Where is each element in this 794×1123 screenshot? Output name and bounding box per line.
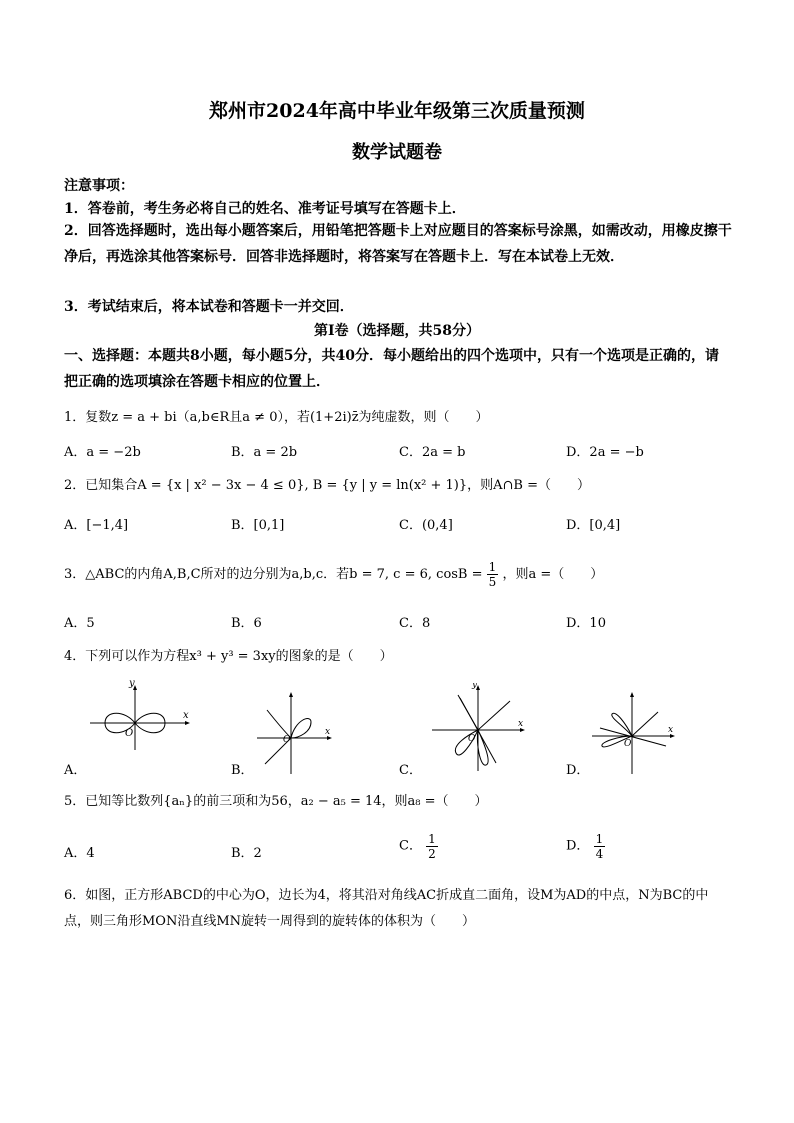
exam-subtitle: 数学试题卷: [352, 142, 442, 163]
q4-option-a: A．: [64, 763, 87, 778]
q4d-origin-label: O: [624, 739, 632, 749]
notice-item-1: 1．答卷前，考生务必将自己的姓名、准考证号填写在答题卡上．: [64, 201, 466, 217]
q4a-origin-label: O: [125, 728, 134, 739]
q3-fraction: [487, 560, 499, 589]
q5c-label: C．: [399, 838, 422, 854]
question-2-stem: 2．已知集合A = {x | x² − 3x − 4 ≤ 0}, B = {y | y = ln(x² + 1)}，则A∩B =（ ）: [64, 478, 591, 493]
q5c-frac-den: 2: [428, 847, 436, 861]
q4a-x-label: x: [183, 710, 189, 721]
question-3-stem: [64, 560, 603, 590]
q1-option-c: C．2a = b: [399, 445, 466, 460]
q1-option-b: B．a = 2b: [231, 445, 298, 460]
section-instructions: 一、选择题：本题共8小题，每小题5分，共40分．每小题给出的四个选项中，只有一个选项是正确的，请把正确的选项填涂在答题卡相应的位置上．: [64, 348, 719, 390]
q3-frac-den: 5: [488, 575, 497, 589]
q3-stem-before: 3．△ABC的内角A,B,C所对的边分别为a,b,c．若b = 7, c = 6, cosB =: [64, 567, 483, 582]
q2-option-b: B．[0,1]: [231, 518, 285, 533]
question-4-stem: 4．下列可以作为方程x³ + y³ = 3xy的图象的是（ ）: [64, 649, 393, 664]
q4-graph-b: [255, 690, 335, 775]
q5d-frac-num: 1: [595, 832, 604, 846]
q4b-x-label: x: [325, 727, 331, 737]
q4-option-c: C．: [399, 763, 422, 778]
q4c-origin-label: O: [468, 734, 476, 744]
notice-heading: 注意事项：: [64, 178, 134, 194]
q1-option-a: A．a = −2b: [64, 445, 141, 460]
q5c-frac-num: 1: [428, 832, 436, 846]
q3-stem-after: ，则a =（ ）: [502, 567, 604, 582]
q5-option-c: [399, 832, 438, 861]
q4-graph-a: [85, 680, 195, 755]
q5-option-d: [566, 832, 605, 861]
q4b-origin-label: O: [283, 735, 291, 745]
q3-option-d: D．10: [566, 616, 606, 631]
q3-frac-num: 1: [488, 560, 497, 574]
q3-option-a: A．5: [64, 616, 95, 631]
notice-item-3: 3．考试结束后，将本试卷和答题卡一并交回．: [64, 299, 354, 315]
q5d-label: D．: [566, 838, 590, 854]
exam-title: 郑州市2024年高中毕业年级第三次质量预测: [209, 100, 585, 122]
q1-option-d: D．2a = −b: [566, 445, 644, 460]
q4-option-b: B．: [231, 763, 254, 778]
q5c-fraction: [426, 832, 438, 861]
q3-option-b: B．6: [231, 616, 262, 631]
q5-option-b: B．2: [231, 846, 262, 861]
notice-item-2: 2．回答选择题时，选出每小题答案后，用铅笔把答题卡上对应题目的答案标号涂黑，如需改动，用橡皮擦干净后，再选涂其他答案标号．回答非选择题时，将答案写在答题卡上．写在本试卷上无效．: [64, 223, 732, 265]
q2-option-c: C．(0,4]: [399, 518, 453, 533]
q4d-x-label: x: [668, 725, 674, 735]
question-6-stem: 6．如图，正方形ABCD的中心为O，边长为4，将其沿对角线AC折成直二面角，设M为AD的中点，N为BC的中点，则三角形MON沿直线MN旋转一周得到的旋转体的体积为（ ）: [64, 888, 709, 929]
question-5-stem: 5．已知等比数列{aₙ}的前三项和为56，a₂ − a₅ = 14，则a₈ =（ ）: [64, 794, 488, 809]
q4-graph-d: [590, 690, 680, 775]
question-1-stem: 1．复数z = a + bi（a,b∈R且a ≠ 0），若(1+2i)z̄为纯虚数，则（ ）: [64, 410, 489, 425]
q4-graph-c: [430, 683, 530, 773]
q5-option-a: A．4: [64, 846, 95, 861]
q2-option-d: D．[0,4]: [566, 518, 621, 533]
q3-option-c: C．8: [399, 616, 431, 631]
q4-option-d: D．: [566, 763, 590, 778]
q4c-x-label: x: [518, 719, 524, 729]
q4a-y-label: y: [129, 680, 135, 689]
q2-option-a: A．[−1,4]: [64, 518, 129, 533]
q5d-frac-den: 4: [595, 847, 604, 861]
q4c-y-label: y: [472, 683, 478, 690]
part1-heading: 第Ⅰ卷（选择题，共58分）: [313, 323, 481, 339]
q5d-fraction: [594, 832, 606, 861]
